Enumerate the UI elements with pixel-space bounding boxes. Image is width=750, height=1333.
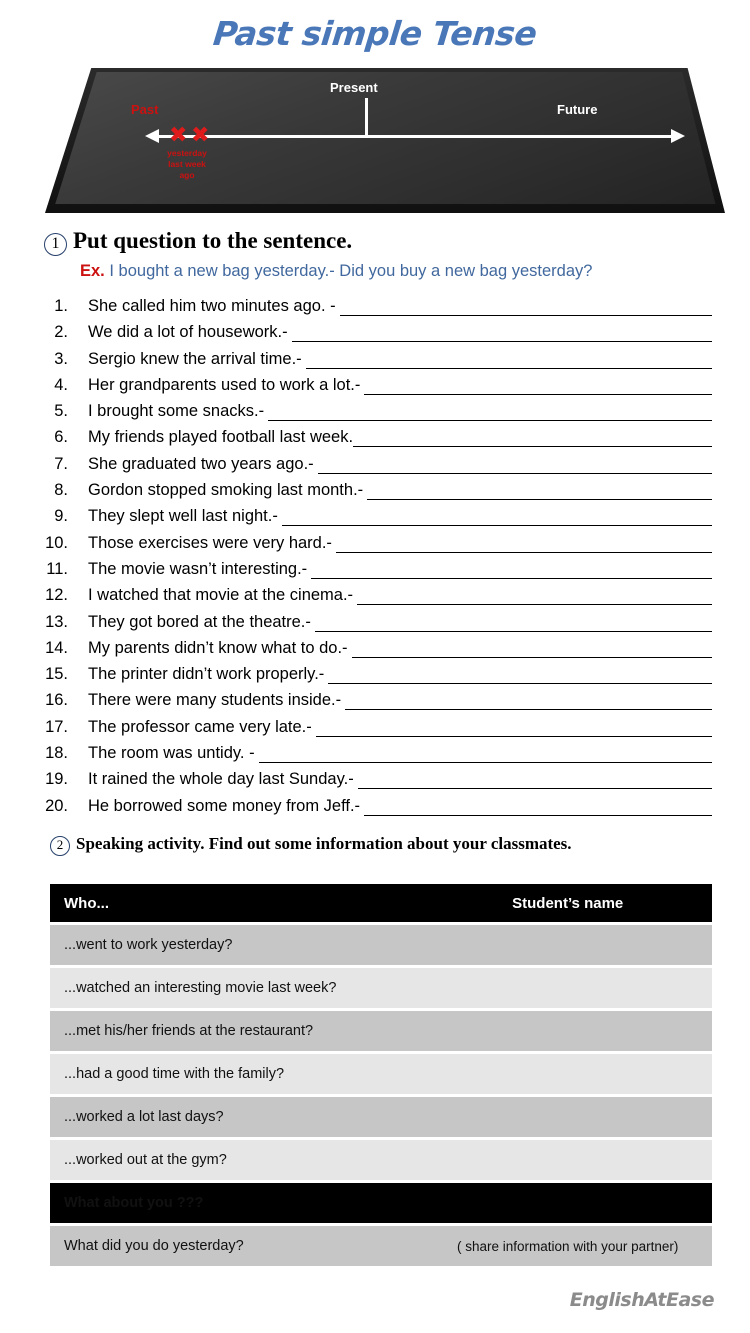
question-text: The professor came very late.- bbox=[88, 717, 312, 736]
question-row bbox=[0, 323, 750, 349]
question-row bbox=[0, 455, 750, 481]
question-number: 6. bbox=[54, 428, 68, 447]
question-body bbox=[88, 507, 712, 526]
question-number: 2. bbox=[54, 323, 68, 342]
table-cell-answer[interactable] bbox=[423, 1097, 712, 1137]
answer-blank[interactable] bbox=[340, 298, 712, 316]
table-cell-prompt: ...worked out at the gym? bbox=[50, 1140, 421, 1180]
speaking-activity-table bbox=[50, 884, 712, 1266]
question-row bbox=[0, 770, 750, 796]
timeline-present-tick bbox=[365, 98, 368, 138]
answer-blank[interactable] bbox=[292, 324, 712, 342]
exercise-2-heading bbox=[50, 834, 572, 856]
question-text: Those exercises were very hard.- bbox=[88, 533, 332, 552]
table-cell-answer bbox=[423, 1183, 712, 1223]
table-header-row bbox=[50, 884, 712, 922]
question-body bbox=[88, 481, 712, 500]
question-text: There were many students inside.- bbox=[88, 691, 342, 710]
question-body bbox=[88, 323, 712, 342]
question-number: 5. bbox=[54, 402, 68, 421]
question-body bbox=[88, 586, 712, 605]
answer-blank[interactable] bbox=[311, 561, 712, 579]
question-number: 8. bbox=[54, 481, 68, 500]
question-row bbox=[0, 428, 750, 454]
question-row bbox=[0, 797, 750, 823]
answer-blank[interactable] bbox=[352, 640, 712, 658]
answer-blank[interactable] bbox=[268, 403, 712, 421]
exercise-1-question-list bbox=[0, 297, 750, 823]
table-section-row bbox=[50, 1183, 712, 1223]
question-text: Sergio knew the arrival time.- bbox=[88, 349, 302, 368]
question-number: 12. bbox=[45, 586, 68, 605]
question-number: 11. bbox=[46, 559, 68, 578]
question-number: 15. bbox=[45, 665, 68, 684]
question-text: The printer didn’t work properly.- bbox=[88, 665, 325, 684]
table-cell-answer[interactable] bbox=[423, 925, 712, 965]
answer-blank[interactable] bbox=[364, 377, 712, 395]
table-cell-answer[interactable] bbox=[423, 1011, 712, 1051]
answer-blank[interactable] bbox=[315, 614, 712, 632]
table-cell-prompt: ...worked a lot last days? bbox=[50, 1097, 421, 1137]
question-number: 19. bbox=[45, 770, 68, 789]
question-body bbox=[88, 691, 712, 710]
question-number: 14. bbox=[45, 638, 68, 657]
answer-blank[interactable] bbox=[306, 351, 712, 369]
table-cell-answer[interactable] bbox=[423, 968, 712, 1008]
question-row bbox=[0, 402, 750, 428]
question-row bbox=[0, 560, 750, 586]
question-body bbox=[88, 376, 712, 395]
question-row bbox=[0, 376, 750, 402]
question-body bbox=[88, 665, 712, 684]
question-number: 17. bbox=[45, 717, 68, 736]
exercise-1-heading bbox=[44, 228, 352, 256]
question-body bbox=[88, 770, 712, 789]
question-body bbox=[88, 560, 712, 579]
question-row bbox=[0, 691, 750, 717]
question-row bbox=[0, 350, 750, 376]
past-marker-x-icon: ✖ bbox=[169, 123, 188, 148]
question-text: He borrowed some money from Jeff.- bbox=[88, 796, 361, 815]
table-row bbox=[50, 1226, 712, 1266]
table-cell-prompt: Who... bbox=[50, 884, 421, 922]
past-time-expression: last week bbox=[168, 159, 206, 169]
timeline-axis-line bbox=[157, 135, 677, 138]
question-row bbox=[0, 613, 750, 639]
answer-blank[interactable] bbox=[357, 587, 712, 605]
question-text: We did a lot of housework.- bbox=[88, 323, 288, 342]
exercise-1-heading-text: Put question to the sentence. bbox=[73, 228, 353, 253]
question-body bbox=[88, 402, 712, 421]
question-row bbox=[0, 665, 750, 691]
table-cell-prompt: ...went to work yesterday? bbox=[50, 925, 421, 965]
exercise-1-example bbox=[80, 262, 592, 281]
table-row bbox=[50, 968, 712, 1008]
question-number: 4. bbox=[54, 375, 68, 394]
question-row bbox=[0, 639, 750, 665]
example-text: I bought a new bag yesterday.- Did you buy a new bag yesterday? bbox=[109, 262, 593, 280]
question-text: She graduated two years ago.- bbox=[88, 454, 314, 473]
question-row bbox=[0, 744, 750, 770]
table-cell-prompt: ...watched an interesting movie last week? bbox=[50, 968, 421, 1008]
answer-blank[interactable] bbox=[328, 666, 712, 684]
answer-blank[interactable] bbox=[364, 798, 712, 816]
timeline-arrow-right-icon bbox=[671, 129, 685, 143]
question-body bbox=[88, 455, 712, 474]
exercise-1-number: 1 bbox=[44, 233, 67, 256]
question-row bbox=[0, 718, 750, 744]
table-cell-answer[interactable] bbox=[423, 1054, 712, 1094]
answer-blank[interactable] bbox=[318, 456, 712, 474]
question-body bbox=[88, 297, 712, 316]
question-text: Her grandparents used to work a lot.- bbox=[88, 375, 361, 394]
question-number: 20. bbox=[45, 796, 68, 815]
answer-blank[interactable] bbox=[336, 535, 712, 553]
table-cell-answer: Student’s name bbox=[423, 884, 712, 922]
question-text: The room was untidy. - bbox=[88, 744, 255, 763]
exercise-2-number: 2 bbox=[50, 836, 70, 856]
timeline-past-label: Past bbox=[131, 102, 159, 117]
question-body bbox=[88, 797, 712, 816]
answer-blank[interactable] bbox=[345, 692, 712, 710]
table-cell-answer[interactable] bbox=[423, 1140, 712, 1180]
question-number: 10. bbox=[45, 533, 68, 552]
brand-logo: EnglishAtEase bbox=[569, 1289, 714, 1311]
exercise-2-heading-text: Speaking activity. Find out some information about your classmates. bbox=[76, 834, 572, 853]
question-number: 3. bbox=[54, 349, 68, 368]
question-row bbox=[0, 481, 750, 507]
question-text: Gordon stopped smoking last month.- bbox=[88, 481, 364, 500]
answer-blank[interactable] bbox=[316, 719, 712, 737]
question-row bbox=[0, 507, 750, 533]
question-number: 16. bbox=[45, 691, 68, 710]
table-cell-prompt: ...met his/her friends at the restaurant? bbox=[50, 1011, 421, 1051]
question-body bbox=[88, 350, 712, 369]
question-body bbox=[88, 744, 712, 763]
question-text: It rained the whole day last Sunday.- bbox=[88, 770, 354, 789]
question-text: The movie wasn’t interesting.- bbox=[88, 559, 308, 578]
table-cell-prompt: ...had a good time with the family? bbox=[50, 1054, 421, 1094]
question-text: My parents didn’t know what to do.- bbox=[88, 638, 348, 657]
question-number: 7. bbox=[54, 454, 68, 473]
table-row bbox=[50, 1054, 712, 1094]
question-row bbox=[0, 534, 750, 560]
question-body bbox=[88, 718, 712, 737]
question-body bbox=[88, 534, 712, 553]
question-text: My friends played football last week. bbox=[88, 428, 354, 447]
question-number: 13. bbox=[45, 612, 68, 631]
table-cell-prompt: What about you ??? bbox=[50, 1183, 421, 1223]
answer-blank[interactable] bbox=[353, 429, 712, 447]
question-row bbox=[0, 297, 750, 323]
past-time-expression: ago bbox=[179, 170, 195, 180]
answer-blank[interactable] bbox=[259, 745, 712, 763]
question-number: 1. bbox=[54, 297, 68, 315]
table-cell-prompt: What did you do yesterday? bbox=[50, 1226, 421, 1266]
question-body bbox=[88, 428, 712, 447]
table-cell-answer[interactable]: ( share information with your partner) bbox=[423, 1226, 712, 1266]
table-row bbox=[50, 1011, 712, 1051]
table-row bbox=[50, 1097, 712, 1137]
past-time-expressions bbox=[149, 148, 225, 181]
answer-blank[interactable] bbox=[358, 771, 712, 789]
question-row bbox=[0, 586, 750, 612]
question-text: They slept well last night.- bbox=[88, 507, 278, 526]
question-body bbox=[88, 639, 712, 658]
answer-blank[interactable] bbox=[282, 508, 712, 526]
timeline-illustration bbox=[45, 68, 725, 213]
table-row bbox=[50, 1140, 712, 1180]
timeline-arrow-left-icon bbox=[145, 129, 159, 143]
question-number: 9. bbox=[54, 507, 68, 526]
past-time-expression: yesterday bbox=[167, 148, 207, 158]
question-text: She called him two minutes ago. - bbox=[88, 297, 336, 315]
question-text: I watched that movie at the cinema.- bbox=[88, 586, 354, 605]
example-tag: Ex. bbox=[80, 262, 105, 280]
timeline-future-label: Future bbox=[557, 102, 598, 117]
answer-blank[interactable] bbox=[367, 482, 712, 500]
question-text: I brought some snacks.- bbox=[88, 402, 265, 421]
question-body bbox=[88, 613, 712, 632]
table-row bbox=[50, 925, 712, 965]
timeline-present-label: Present bbox=[330, 80, 378, 95]
question-number: 18. bbox=[45, 744, 68, 763]
page-title: Past simple Tense bbox=[211, 14, 539, 53]
past-marker-x-icon: ✖ bbox=[191, 123, 210, 148]
question-text: They got bored at the theatre.- bbox=[88, 612, 311, 631]
timeline-content bbox=[45, 68, 725, 213]
